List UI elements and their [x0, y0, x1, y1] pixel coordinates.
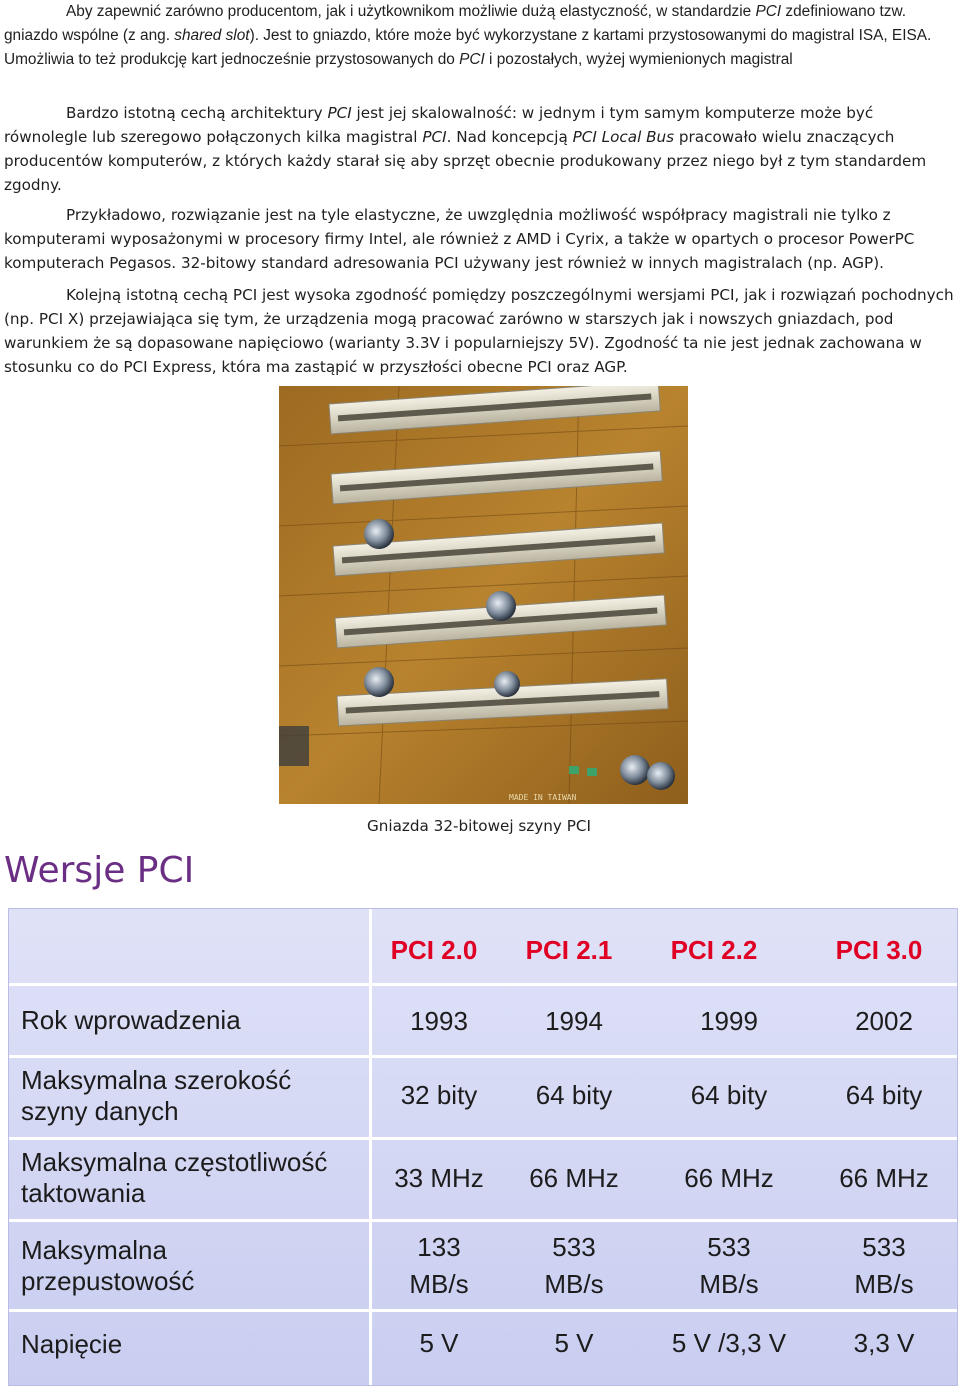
- figure-caption: Gniazda 32-bitowej szyny PCI: [367, 817, 591, 835]
- section-heading: Wersje PCI: [4, 850, 195, 891]
- table-cell: 133 MB/s: [409, 1232, 469, 1299]
- table-row-label: Napięcie: [21, 1329, 123, 1359]
- table-cell: 1994: [545, 1006, 603, 1036]
- table-row-label: Maksymalna częstotliwość taktowania: [21, 1147, 328, 1208]
- table-cell: 5 V /3,3 V: [671, 1328, 787, 1358]
- table-row-label: Maksymalna szerokość szyny danych: [21, 1065, 292, 1126]
- table-cell: 64 bity: [535, 1080, 613, 1110]
- table-row-divider: [9, 1219, 957, 1222]
- paragraph-flexibility: Przykładowo, rozwiązanie jest na tyle elastyczne, że uwzględnia możliwość współpracy magistrali nie tylko z komputerami wyposażonymi w procesory firmy Intel, ale również z AMD i Cyrix, a także w opartych o procesor PowerPC komputerach Pegasos. 32-bitowy standard adresowania PCI używany jest również w innych magistralach (np. AGP).: [4, 206, 915, 272]
- photo-made-in-taiwan: MADE IN TAIWAN: [509, 793, 577, 802]
- table-cell: 33 MHz: [394, 1163, 484, 1193]
- table-cell: 64 bity: [690, 1080, 768, 1110]
- table-cell: 533 MB/s: [699, 1232, 759, 1299]
- table-row-divider: [9, 1309, 957, 1312]
- table-cell: 3,3 V: [853, 1328, 915, 1358]
- table-row-label: Maksymalna przepustowość: [21, 1235, 195, 1296]
- table-cell: 5 V: [419, 1328, 459, 1358]
- pci-slots-photo: [279, 386, 688, 804]
- paragraph-scalability: Bardzo istotną cechą architektury PCI jest jej skalowalność: w jednym i tym samym komputerze może być równolegle lub szeregowo połączonych kilka magistral PCI. Nad koncepcją PCI Local Bus pracowało wielu znaczących producentów komputerów, z których każdy starał się aby sprzęt obecnie produkowany przez niego był z tym standardem zgodny.: [4, 104, 927, 194]
- paragraph-shared-slot: Aby zapewnić zarówno producentom, jak i użytkownikom możliwie dużą elastyczność, w standardzie PCI zdefiniowano tzw. gniazdo wspólne (z ang. shared slot). Jest to gniazdo, które może być wykorzystane z kartami przystosowanymi do magistral ISA, EISA. Umożliwia to też produkcję kart jednocześnie przystosowanych do PCI i pozostałych, wyżej wymienionych magistral: [4, 3, 932, 68]
- table-cell: 66 MHz: [684, 1163, 774, 1193]
- table-column-divider: [369, 909, 372, 1385]
- table-header-pci-3-0: PCI 3.0: [835, 935, 923, 965]
- pci-versions-table: [8, 908, 958, 1386]
- table-cell: 1999: [700, 1006, 758, 1036]
- table-cell: 2002: [855, 1006, 913, 1036]
- table-row-divider: [9, 1137, 957, 1140]
- table-cell: 533 MB/s: [854, 1232, 914, 1299]
- table-row-divider: [9, 1055, 957, 1058]
- table-header-pci-2-2: PCI 2.2: [670, 935, 758, 965]
- table-cell: 533 MB/s: [544, 1232, 604, 1299]
- table-cell: 32 bity: [400, 1080, 478, 1110]
- table-cell: 66 MHz: [529, 1163, 619, 1193]
- table-row-divider: [9, 983, 957, 986]
- table-cell: 66 MHz: [839, 1163, 929, 1193]
- paragraph-compatibility: Kolejną istotną cechą PCI jest wysoka zgodność pomiędzy poszczególnymi wersjami PCI, jak i rozwiązań pochodnych (np. PCI X) przejawiająca się tym, że urządzenia mogą pracować zarówno w starszych jak i nowszych gniazdach, pod warunkiem że są dopasowane napięciowo (warianty 3.3V i popularniejszy 5V). Zgodność ta nie jest jednak zachowana w stosunku co do PCI Express, która ma zastąpić w przyszłości obecne PCI oraz AGP.: [4, 286, 954, 376]
- table-cell: 1993: [410, 1006, 468, 1036]
- table-row-label: Rok wprowadzenia: [21, 1005, 241, 1035]
- table-cell: 64 bity: [845, 1080, 923, 1110]
- table-cell: 5 V: [554, 1328, 594, 1358]
- table-header-pci-2-0: PCI 2.0: [390, 935, 478, 965]
- table-header-pci-2-1: PCI 2.1: [525, 935, 613, 965]
